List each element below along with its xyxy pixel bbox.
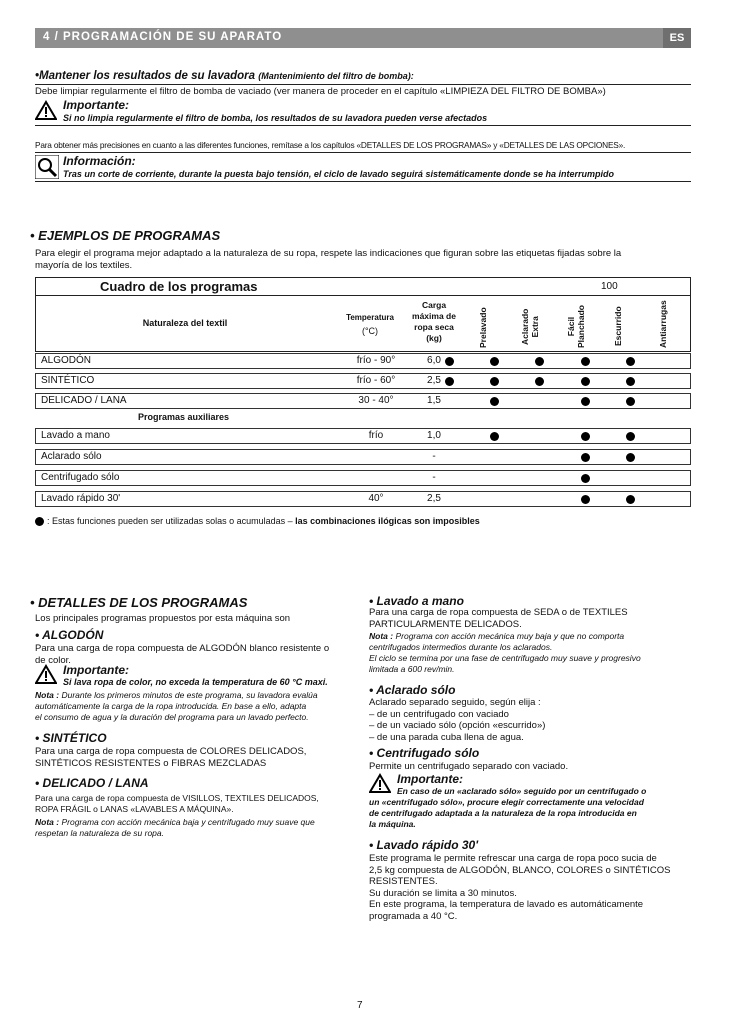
sintetico-text-1: Para una carga de ropa compuesta de COLORES DELICADOS, — [35, 746, 307, 757]
row-temperature: 40° — [368, 493, 384, 504]
col-antiarrugas: Antiarrugas — [658, 300, 668, 348]
row-label: SINTÉTICO — [41, 375, 95, 386]
table-row — [35, 373, 691, 389]
delicado-note: Nota : Programa con acción mecánica baja y centrifugado muy suave que respetan la naturaleza de su ropa. — [35, 817, 315, 838]
legend: : Estas funciones pueden ser utilizadas solas o acumuladas – las combinaciones ilógicas son imposibles — [47, 516, 480, 526]
function-dot-icon — [626, 432, 635, 441]
rapido-title: • Lavado rápido 30' — [369, 838, 479, 852]
function-dot-icon — [581, 495, 590, 504]
table-row — [35, 428, 691, 444]
col-temp: Temperatura (°C) — [346, 313, 394, 336]
function-dot-icon — [445, 377, 454, 386]
row-load: 6,0 — [427, 355, 441, 366]
row-load: 1,5 — [427, 395, 441, 406]
table-row — [35, 353, 691, 369]
mano-text-1: Para una carga de ropa compuesta de SEDA o de TEXTILES — [369, 607, 628, 618]
row-temperature: frío — [368, 430, 384, 441]
mano-title: • Lavado a mano — [369, 594, 464, 608]
function-dot-icon — [490, 397, 499, 406]
col-escurrido: Escurrido — [613, 306, 623, 346]
row-load: 2,5 — [427, 375, 441, 386]
row-label: Lavado rápido 30' — [41, 493, 121, 504]
row-label: Centrifugado sólo — [41, 472, 120, 483]
examples-intro-1: Para elegir el programa mejor adaptado a la naturaleza de su ropa, respete las indicaciones que figuran sobre las etiquetas fijadas sobre la — [35, 248, 622, 259]
warning-icon — [35, 100, 57, 121]
centri-text: Permite un centrifugado separado con vaciado. — [369, 761, 569, 772]
function-dot-icon — [581, 357, 590, 366]
divider — [35, 84, 691, 85]
function-dot-icon — [581, 432, 590, 441]
precision-text: Para obtener más precisiones en cuanto a las diferentes funciones, remítase a los capítulos «DETALLES DE LOS PROGRAMAS» y «DETALLES DE LAS OPCIONES». — [35, 140, 626, 150]
row-load: - — [432, 451, 436, 462]
table-row — [35, 470, 691, 486]
centri-important-label: Importante: — [397, 772, 463, 786]
delicado-title: • DELICADO / LANA — [35, 776, 149, 790]
examples-title: • EJEMPLOS DE PROGRAMAS — [30, 228, 221, 243]
examples-intro-2: mayoría de los textiles. — [35, 260, 133, 271]
table-title: Cuadro de los programas — [100, 279, 258, 294]
algodon-text-1: Para una carga de ropa compuesta de ALGODÓN blanco resistente o — [35, 643, 330, 654]
info-label: Información: — [63, 154, 136, 168]
row-label: Lavado a mano — [41, 430, 110, 441]
maintain-text: Debe limpiar regularmente el filtro de bomba de vaciado (ver manera de proceder en el capítulo «LIMPIEZA DEL FILTRO DE BOMBA») — [35, 86, 606, 97]
info-magnifier-icon — [35, 155, 59, 179]
function-dot-icon — [626, 377, 635, 386]
function-dot-icon — [490, 377, 499, 386]
function-dot-icon — [626, 453, 635, 462]
function-dot-icon — [535, 357, 544, 366]
algodon-text-2: de color. — [35, 655, 71, 666]
col-facil: Fácil Planchado — [566, 305, 586, 348]
delicado-text: Para una carga de ropa compuesta de VISILLOS, TEXTILES DELICADOS, ROPA FRÁGIL o LANAS «LAVABLES A MÁQUINA». — [35, 793, 319, 814]
table-row — [35, 393, 691, 409]
divider — [35, 295, 691, 296]
row-label: ALGODÓN — [41, 355, 92, 366]
col-nature: Naturaleza del textil — [142, 318, 228, 328]
col-load: Carga máxima de ropa seca (kg) — [412, 300, 456, 343]
sintetico-title: • SINTÉTICO — [35, 731, 107, 745]
function-dot-icon — [535, 377, 544, 386]
divider — [35, 152, 691, 153]
row-load: 2,5 — [427, 493, 441, 504]
col-aclarado: Aclarado Extra — [520, 308, 540, 345]
row-load: 1,0 — [427, 430, 441, 441]
table-row — [35, 491, 691, 507]
divider — [35, 125, 691, 126]
important-label: Importante: — [63, 98, 129, 112]
function-dot-icon — [581, 377, 590, 386]
section-header — [35, 28, 691, 48]
row-temperature: frío - 90° — [356, 355, 396, 366]
warning-icon — [35, 664, 57, 685]
algodon-important-text: Si lava ropa de color, no exceda la temperatura de 60 °C maxi. — [63, 677, 328, 687]
algodon-title: • ALGODÓN — [35, 628, 104, 642]
mano-text-2: PARTICULARMENTE DELICADOS. — [369, 619, 522, 630]
mano-note: Nota : Programa con acción mecánica muy baja y que no comporta centrifugados intermedios durante los aclarados. El ciclo se termina por una fase de centrifugado muy suave y progresivo limitada a 600 rev/min. — [369, 631, 641, 674]
row-load: - — [432, 472, 436, 483]
centri-important-text: En caso de un «aclarado sólo» seguido por un centrifugado o un «centrifugado sólo», procure elegir correctamente una velocidad de centrifugado adaptada a la naturaleza de la ropa introducida en la máquina. — [369, 786, 647, 829]
function-dot-icon — [581, 397, 590, 406]
function-dot-icon — [626, 397, 635, 406]
row-temperature: frío - 60° — [356, 375, 396, 386]
row-label: Aclarado sólo — [41, 451, 102, 462]
function-dot-icon — [626, 495, 635, 504]
page-number: 7 — [357, 1000, 363, 1011]
table-row — [35, 449, 691, 465]
row-label: DELICADO / LANA — [41, 395, 127, 406]
info-text: Tras un corte de corriente, durante la puesta bajo tensión, el ciclo de lavado seguirá sistemáticamente donde se ha interrumpido — [63, 169, 614, 179]
col-prelavado: Prelavado — [478, 307, 488, 348]
centri-title: • Centrifugado sólo — [369, 746, 480, 760]
language-badge: ES — [663, 28, 691, 48]
row-temperature: 30 - 40° — [358, 395, 394, 406]
important-text: Si no limpia regularmente el filtro de bomba, los resultados de su lavadora pueden verse afectados — [63, 113, 488, 123]
function-dot-icon — [581, 453, 590, 462]
maintain-heading: •Mantener los resultados de su lavadora (Mantenimiento del filtro de bomba): — [35, 70, 414, 82]
rapido-text: Este programa le permite refrescar una carga de ropa poco sucia de 2,5 kg compuesta de ALGODÓN, BLANCO, COLORES o SINTÉTICOS RESISTENTES. Su duración se limita a 30 minutos. En este programa, la temperatura de lavado es automáticamente programada a 40 °C. — [369, 853, 671, 922]
sintetico-text-2: SINTÉTICOS RESISTENTES o FIBRAS MEZCLADAS — [35, 758, 267, 769]
aclarado-text: Aclarado separado seguido, según elija : – de un centrifugado con vaciado – de un vaciado sólo (opción «escurrido») – de una parada cuba llena de agua. — [369, 697, 546, 743]
algodon-note: Nota : Durante los primeros minutos de este programa, su lavadora evalúa automáticamente la carga de la ropa introducida. En base a ello, adapta el consumo de agua y la duración del programa para un lavado perfecto. — [35, 690, 318, 722]
aclarado-title: • Aclarado sólo — [369, 683, 456, 697]
function-dot-icon — [490, 432, 499, 441]
function-dot-icon — [581, 474, 590, 483]
section-title: 4 / PROGRAMACIÓN DE SU APARATO — [43, 31, 283, 43]
details-title: • DETALLES DE LOS PROGRAMAS — [30, 595, 248, 610]
function-dot-icon — [445, 357, 454, 366]
legend-dot-icon — [35, 517, 44, 526]
divider — [35, 181, 691, 182]
details-intro: Los principales programas propuestos por esta máquina son — [35, 613, 291, 624]
function-dot-icon — [626, 357, 635, 366]
table-number: 100 — [601, 281, 618, 292]
function-dot-icon — [490, 357, 499, 366]
aux-label: Programas auxiliares — [138, 412, 230, 422]
algodon-important-label: Importante: — [63, 663, 129, 677]
